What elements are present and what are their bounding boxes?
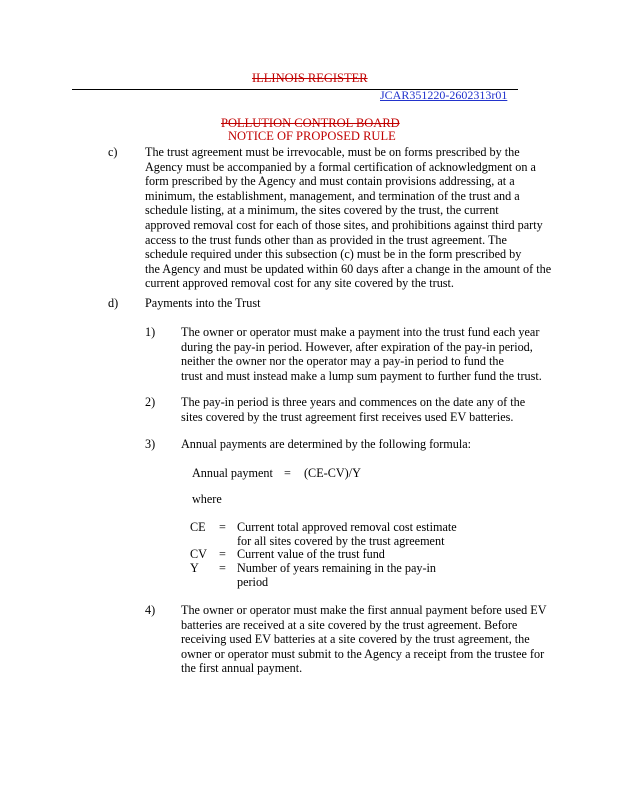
item-1-text — [181, 325, 542, 383]
text-line: access to the trust funds other than as provided in the trust agreement. The — [145, 232, 507, 247]
item-4-marker: 4) — [145, 603, 156, 617]
text-line: current approved removal cost for any site covered by the trust. — [145, 276, 454, 291]
text-line: sites covered by the trust agreement first receives used EV batteries. — [181, 409, 514, 424]
item-4-text — [181, 603, 547, 676]
text-line: schedule required under this subsection (c) must be in the form prescribed by — [145, 247, 522, 262]
subsection-d-title: Payments into the Trust — [145, 296, 261, 310]
text-line: approved removal cost for each of those sites, and prohibitions against third party — [145, 217, 543, 232]
def-term-y: Y — [190, 561, 199, 575]
document-code-link[interactable]: JCAR351220-2602313r01 — [380, 88, 508, 102]
text-line: The owner or operator must make a payment into the trust fund each year — [181, 325, 540, 339]
text-line: owner or operator must submit to the Agency a receipt from the trustee for — [181, 646, 545, 661]
formula-equals: = — [284, 466, 291, 480]
text-line: Annual payments are determined by the following formula: — [181, 437, 472, 451]
text-line: schedule listing, at a minimum, the sites covered by the trust, the current — [145, 203, 499, 218]
def-text: for all sites covered by the trust agreement — [237, 534, 445, 548]
subsection-d-marker: d) — [108, 296, 119, 310]
item-3-text — [181, 437, 471, 452]
text-line: The trust agreement must be irrevocable, must be on forms prescribed by the — [145, 145, 520, 159]
def-text: period — [237, 575, 269, 589]
register-title: ILLINOIS REGISTER — [252, 71, 368, 85]
text-line: the first annual payment. — [181, 661, 303, 676]
text-line: neither the owner nor the operator may a pay-in period to fund the — [181, 354, 504, 369]
text-line: The pay-in period is three years and commences on the date any of the — [181, 395, 526, 409]
text-line: Agency must be accompanied by a formal certification of acknowledgment on a — [145, 159, 536, 174]
item-1-marker: 1) — [145, 325, 156, 339]
text-line: form prescribed by the Agency and must contain provisions addressing, at a — [145, 174, 515, 189]
def-text: Current value of the trust fund — [237, 547, 385, 561]
notice-title: NOTICE OF PROPOSED RULE — [228, 129, 396, 143]
def-equals: = — [219, 561, 226, 575]
text-line: trust and must instead make a lump sum payment to further fund the trust. — [181, 368, 542, 383]
text-line: receiving used EV batteries at a site covered by the trust agreement, the — [181, 632, 530, 647]
def-equals: = — [219, 547, 226, 561]
text-line: during the pay-in period. However, after expiration of the pay-in period, — [181, 339, 533, 354]
item-2-text — [181, 395, 525, 424]
subsection-c-marker: c) — [108, 145, 118, 159]
text-line: batteries are received at a site covered by the trust agreement. Before — [181, 617, 518, 632]
item-3-marker: 3) — [145, 437, 156, 451]
subsection-c-text — [145, 145, 551, 291]
def-equals: = — [219, 520, 226, 534]
formula-where: where — [192, 492, 222, 506]
def-text: Number of years remaining in the pay-in — [237, 561, 436, 575]
formula-lhs: Annual payment — [192, 466, 273, 480]
text-line: the Agency and must be updated within 60 days after a change in the amount of the — [145, 261, 552, 276]
def-term-ce: CE — [190, 520, 206, 534]
board-title: POLLUTION CONTROL BOARD — [221, 116, 400, 130]
text-line: minimum, the establishment, management, and termination of the trust and a — [145, 188, 520, 203]
formula-rhs: (CE-CV)/Y — [304, 466, 361, 480]
def-term-cv: CV — [190, 547, 207, 561]
item-2-marker: 2) — [145, 395, 156, 409]
def-text: Current total approved removal cost estimate — [237, 520, 457, 534]
text-line: The owner or operator must make the first annual payment before used EV — [181, 603, 547, 617]
